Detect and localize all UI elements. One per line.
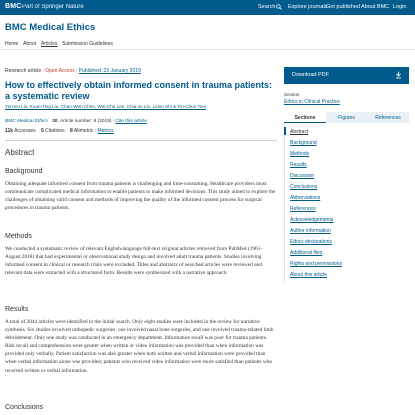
download-icon (395, 71, 402, 79)
cite-article-number: , Article number: 8 (2019) (57, 119, 112, 124)
journal-title[interactable]: BMC Medical Ethics (5, 22, 96, 33)
results-text: A total of 2044 articles were identified in the initial search. Only eight studies were included in the review for narrative synthesis. Six studies involved orthopedic surgeries, one involved nasal bone surgeries, and one involved trauma-related limb debridement. Only one study was conducted in an emergency department. Information recall was poor for trauma patients. Risk recall and comprehension were greater when written or video information was provided than when information was provided only verbally. Patient satisfaction was also greater when both written and verbal information were provided than when verbal information alone was provided; patients who received video information were more satisfied than patients who received written or verbal information. (5, 319, 274, 374)
published-date[interactable]: Published: 23 January 2019 (78, 68, 141, 74)
divider (5, 140, 277, 141)
article-title: How to effectively obtain informed consent in trauma patients: a systematic review (5, 80, 273, 101)
author-list (5, 104, 280, 110)
nav-about-bmc[interactable]: About BMC (361, 4, 390, 10)
metrics-link[interactable]: Metrics (97, 128, 114, 134)
toc-abbreviations[interactable]: Abbreviations (290, 195, 321, 201)
citations-count: 5 (41, 128, 44, 134)
citations-label: Citations (45, 128, 65, 134)
nav-login[interactable]: Login (393, 4, 407, 10)
article-type: Research article (5, 68, 42, 74)
toc-conclusions[interactable]: Conclusions (290, 184, 318, 190)
toc-discussion[interactable]: Discussion (290, 173, 315, 179)
download-pdf-label: Download PDF (292, 72, 329, 78)
conclusions-heading: Conclusions (5, 404, 44, 411)
toc-methods[interactable]: Methods (290, 151, 310, 157)
toc-rights-and-permissions[interactable]: Rights and permissions (290, 261, 342, 267)
section-label: Section (284, 92, 300, 97)
open-access-badge: Open Access (45, 68, 75, 74)
top-bar (0, 0, 415, 15)
accesses-label: Accesses (14, 128, 36, 134)
results-heading: Results (5, 306, 29, 313)
toc-acknowledgements[interactable]: Acknowledgements (290, 217, 334, 223)
nav-search[interactable]: Search (258, 4, 276, 10)
toc-additional-files[interactable]: Additional files (290, 250, 323, 256)
article-meta: Research article | Open Access | Published: 23 January 2019 (5, 68, 141, 74)
methods-heading: Methods (5, 233, 32, 240)
article-metrics: 11k Accesses 5 Citations 8 Altmetric | Metrics (5, 128, 114, 134)
toc-active-indicator (284, 127, 286, 135)
divider (0, 49, 415, 50)
nav-get-published[interactable]: Get published (326, 4, 360, 10)
accesses-count: 11k (5, 128, 14, 134)
altmetric-count: 8 (70, 128, 73, 134)
toc-ethics-declarations[interactable]: Ethics declarations (290, 239, 332, 245)
cite-journal[interactable]: BMC Medical Ethics (5, 119, 48, 124)
toc-references[interactable]: References (290, 206, 316, 212)
citation-line: BMC Medical Ethics 20, Article number: 8 (2019) | Cite this article (5, 119, 147, 124)
download-pdf-button[interactable] (284, 67, 409, 84)
publisher-tagline: Part of Springer Nature (22, 3, 84, 10)
sidebar-tabs (284, 112, 409, 123)
cite-volume: 20 (52, 119, 58, 124)
toc-author-information[interactable]: Author information (290, 228, 331, 234)
search-icon[interactable] (276, 4, 282, 10)
tab-figures[interactable]: Figures (326, 112, 367, 123)
authors[interactable]: Yen-Ko Lin, Kuan-Ting Liu, Chao-Wen Chen, Wei-Che Lee, Chia-Ju Lin, Leiou Shi & Yin-Chun Tien (5, 104, 207, 109)
subnav-about[interactable]: About (23, 41, 37, 47)
sections-toc (284, 124, 409, 282)
altmetric-label: Altmetric (73, 128, 94, 134)
toc-abstract[interactable]: Abstract (290, 129, 309, 135)
methods-text: We conducted a systematic review of relevant English-language full-text original articles retrieved from PubMed (1961–August 2018) that had experimental or observational study design and involved adult trauma patients. Studies involving informed consent in clinical or research trials were excluded. Titles and abstracts of searched articles were reviewed and relevant data were extracted with a structured form. Results were synthesized with a narrative approach. (5, 246, 264, 277)
subnav-submission-guidelines[interactable]: Submission Guidelines (62, 41, 113, 47)
cite-this-article-link[interactable]: Cite this article (115, 119, 147, 124)
bmc-logo[interactable]: BMC (5, 3, 22, 10)
abstract-heading: Abstract (5, 148, 35, 157)
background-text: Obtaining adequate informed consent from trauma patients is challenging and time-consuming. Healthcare providers must communicate complicated medical information to enable patients to make informed decisions. This study aimed to explore the challenges of obtaining valid consent and methods of improving the quality of the informed consent process for surgical procedures in trauma patients. (5, 181, 276, 212)
subnav-articles[interactable]: Articles (41, 41, 58, 47)
nav-explore-journals[interactable]: Explore journals (288, 4, 328, 10)
tab-references[interactable]: References (367, 112, 409, 123)
section-link[interactable]: Ethics in Clinical Practice (284, 99, 340, 105)
subnav-home[interactable]: Home (5, 41, 19, 47)
toc-about-this-article[interactable]: About this article (290, 272, 327, 278)
toc-results[interactable]: Results (290, 162, 307, 168)
tab-sections[interactable]: Sections (284, 112, 326, 123)
toc-background[interactable]: Background (290, 140, 317, 146)
background-heading: Background (5, 168, 43, 175)
